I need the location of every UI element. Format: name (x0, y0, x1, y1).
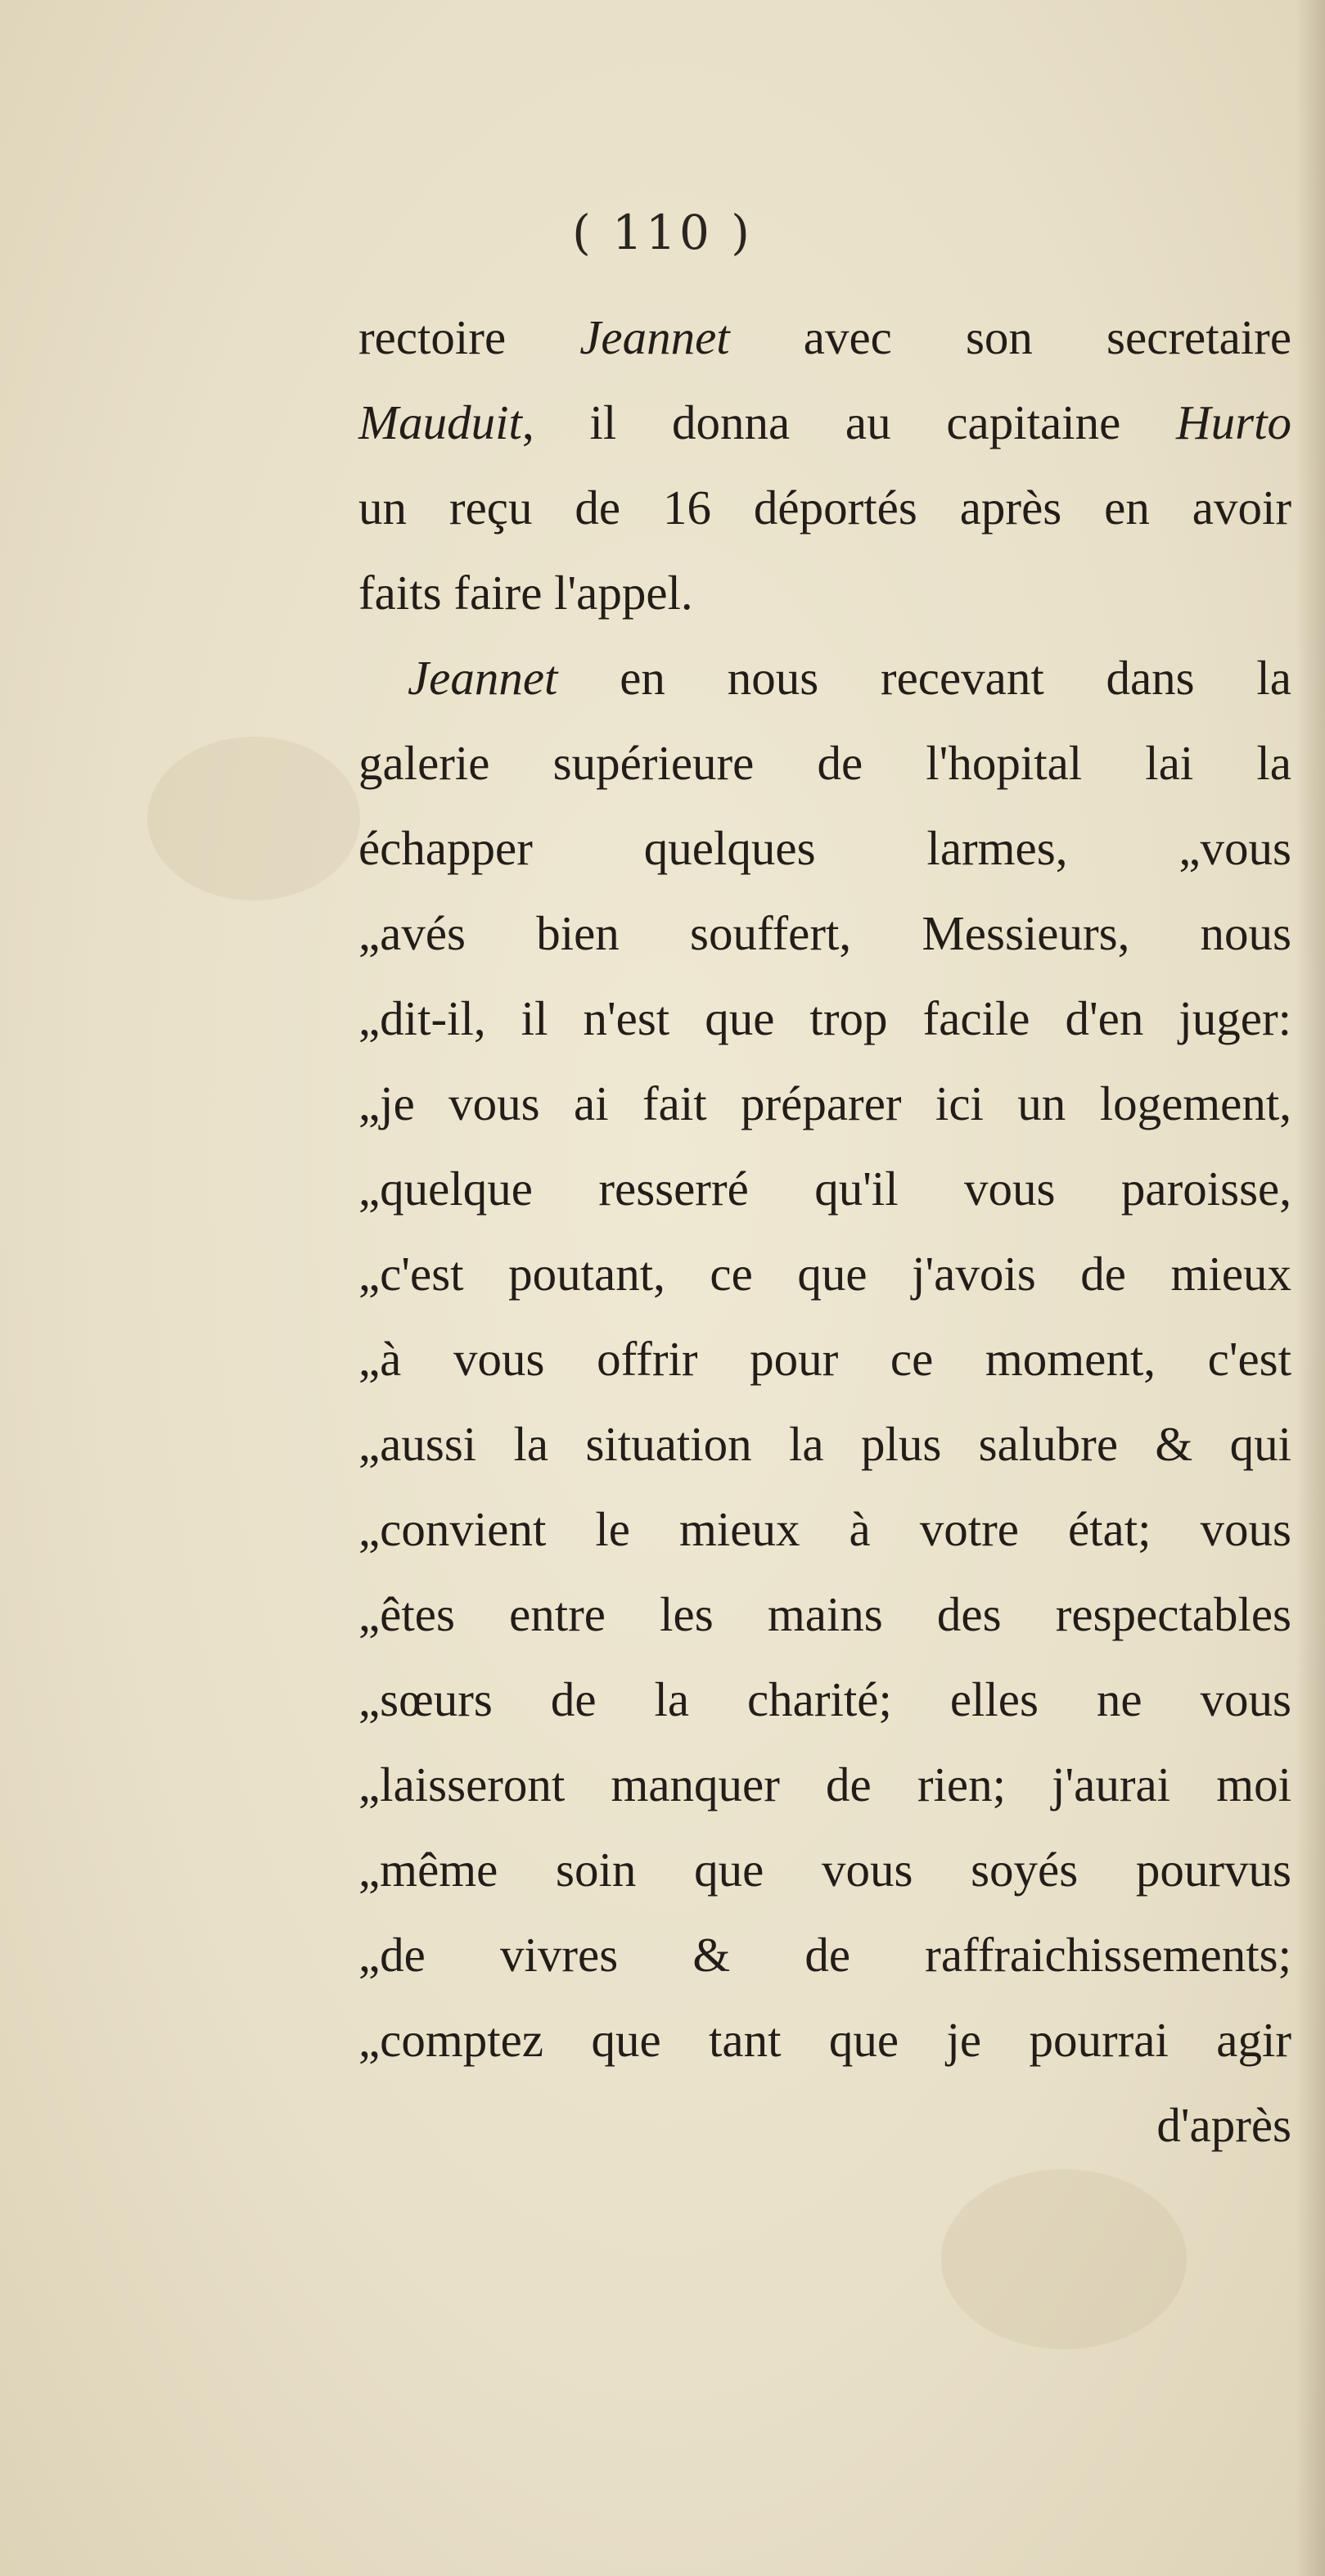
text-segment: avec son secretaire (729, 310, 1292, 364)
text-segment: „convient le mieux à votre état; vous (358, 1502, 1291, 1556)
text-line (358, 1146, 1291, 1231)
text-segment: Hurto (1176, 395, 1291, 449)
text-segment: „même soin que vous soyés pourvus (358, 1843, 1291, 1897)
text-segment: „quelque resserré qu'il vous paroisse, (358, 1162, 1291, 1216)
text-line (358, 1316, 1291, 1401)
text-segment: „laisseront manquer de rien; j'aurai moi (358, 1757, 1291, 1811)
text-line (358, 1487, 1291, 1572)
text-segment: échapper quelques larmes, „vous (358, 821, 1291, 875)
page-number: ( 110 ) (572, 205, 753, 260)
text-segment: „êtes entre les mains des respectables (358, 1587, 1291, 1641)
text-segment: „aussi la situation la plus salubre & qui (358, 1417, 1291, 1471)
text-segment: „je vous ai fait préparer ici un logement, (358, 1076, 1291, 1130)
text-line (358, 465, 1291, 550)
text-line (358, 1827, 1291, 1912)
text-line (358, 891, 1291, 976)
paper-stain (147, 737, 360, 900)
text-line (358, 1401, 1291, 1487)
text-line (358, 1742, 1291, 1827)
text-line (358, 635, 1291, 720)
text-segment: „sœurs de la charité; elles ne vous (358, 1672, 1291, 1726)
text-segment: galerie supérieure de l'hopital lai la (358, 736, 1291, 790)
text-line (358, 295, 1291, 380)
text-segment: „comptez que tant que je pourrai agir (358, 2013, 1291, 2067)
page-edge-shadow (1296, 0, 1325, 2576)
text-segment: un reçu de 16 déportés après en avoir (358, 480, 1291, 535)
text-line (358, 1231, 1291, 1316)
text-segment: rectoire (358, 310, 580, 364)
text-segment: Jeannet (579, 310, 730, 364)
text-line (358, 1657, 1291, 1742)
text-segment: en nous recevant dans la (557, 651, 1291, 705)
text-segment: „avés bien souffert, Messieurs, nous (358, 906, 1291, 960)
text-segment: „dit-il, il n'est que trop facile d'en juger: (358, 991, 1291, 1045)
text-line (358, 720, 1291, 805)
text-line (358, 1061, 1291, 1146)
text-segment: „de vivres & de raffraichissements; (358, 1928, 1291, 1982)
text-line (358, 976, 1291, 1061)
text-segment: Jeannet (408, 651, 558, 705)
text-line (358, 550, 1291, 635)
text-line (358, 380, 1291, 465)
body-text (358, 295, 1291, 2168)
text-segment: Mauduit (358, 395, 522, 449)
text-line (358, 1997, 1291, 2082)
text-line (358, 1912, 1291, 1997)
text-segment: „c'est poutant, ce que j'avois de mieux (358, 1247, 1291, 1301)
text-line (358, 2082, 1291, 2168)
text-segment: faits faire l'appel. (358, 566, 693, 620)
paper-stain (941, 2169, 1187, 2349)
text-line (358, 1572, 1291, 1657)
text-segment: , il donna au capitaine (521, 395, 1177, 449)
text-segment: „à vous offrir pour ce moment, c'est (358, 1332, 1291, 1386)
text-segment: d'après (1156, 2098, 1291, 2152)
text-line (358, 805, 1291, 891)
